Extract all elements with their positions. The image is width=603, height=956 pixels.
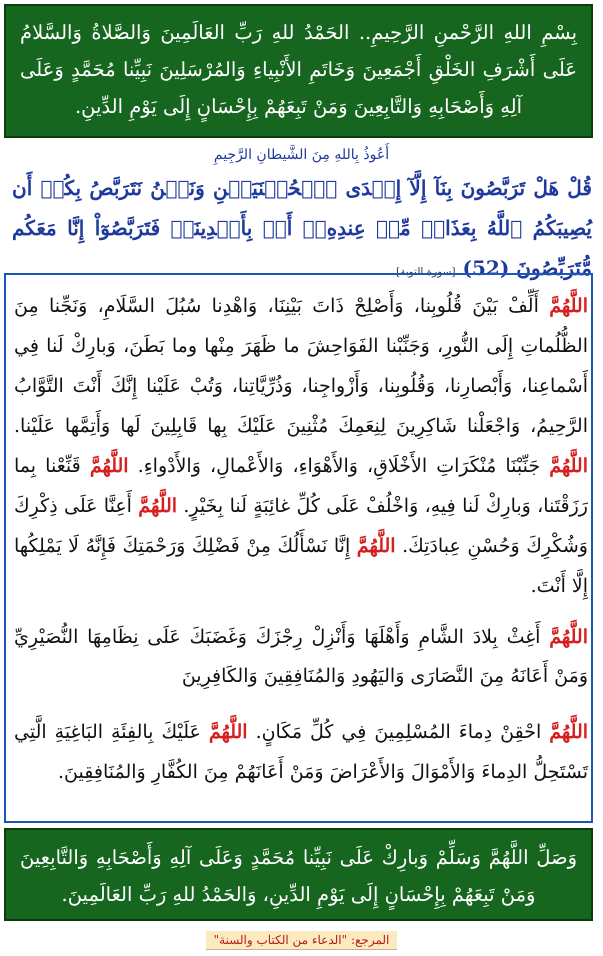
allahumma-word: اللَّهُمَّ — [208, 721, 248, 743]
closing-banner — [4, 828, 593, 921]
dua-text: أَلِّفْ بَيْنَ قُلُوبِنا، وَأَصْلِحْ ذَاتَ بَيْنِنَا، وَاهْدِنا سُبُلَ السَّلَامِ، وَنَجِّنا مِنَ الظُّلُماتِ إِلَى النُّورِ، وَجَنِّبْنا الفَوَاحِشَ ما ظَهَرَ مِنْها وما بَطَنَ، وَبارِكْ لَنا فِي أَسْماعِنا، وَأَبْصارِنا، وَقُلُوبِنا، وَأَزْواجِنا، وَذُرِّيَّاتِنا، وَتُبْ عَلَيْنا إِنَّكَ أَنْتَ التَّوَّابُ الرَّحِيمُ، وَاجْعَلْنا شَاكِرِينَ لِنِعَمِكَ مُثْنِينَ عَلَيْكَ بِها قَابِلِينَ لَها وَأَتِمَّها عَلَيْنا. — [14, 295, 588, 437]
dua-text: احْقِنْ دِماءَ المُسْلِمِينَ فِي كُلِّ مَكَانٍ. — [247, 721, 550, 743]
dua-text: قَنِّعْنا بِما رَزَقْتَنا، وَبارِكْ لَنا فِيهِ، وَاخْلُفْ عَلَى كُلِّ غائِبَةٍ لَنا بِخَيْرٍ. — [14, 455, 588, 517]
reference-footer — [0, 929, 603, 950]
closing-text: وَصَلِّ اللَّهُمَّ وَسَلِّمْ وَبارِكْ عَلَى نَبِيِّنا مُحَمَّدٍ وَعَلَى آلِهِ وَأَصْحَابِهِ وَالتَّابِعِينَ وَمَنْ تَبِعَهُمْ بِإِحْسَانٍ إِلَى يَوْمِ الدِّينِ، وَالحَمْدُ للهِ رَبِّ العَالَمِينَ. — [20, 846, 577, 906]
reference-label: المرجع: "الدعاء من الكتاب والسنة" — [206, 931, 398, 950]
allahumma-word: اللَّهُمَّ — [549, 295, 588, 317]
allahumma-word: اللَّهُمَّ — [549, 626, 588, 648]
dua-text: أَعِنَّا عَلَى ذِكْرِكَ وَشُكْرِكَ وَحُسْنِ عِبادَتِكَ. — [14, 495, 588, 557]
dua-block-1 — [14, 286, 588, 606]
allahumma-word: اللَّهُمَّ — [549, 455, 588, 477]
verse-text: قُلْ هَلْ تَرَبَّصُونَ بِنَآ إِلَّآ إِحۡدَى ٱلۡحُسۡنَيَيۡنِ وَنَحۡنُ نَتَرَبَّصُ بِكُمۡ أَن يُصِيبَكُمُ ٱللَّهُ بِعَذَابٖ مِّنۡ عِندِهِۦٓ أَوۡ بِأَيۡدِينَاۖ فَتَرَبَّصُوٓاْ إِنَّا مَعَكُم مُّتَرَبِّصُونَ (52) — [12, 176, 592, 280]
allahumma-word: اللَّهُمَّ — [356, 535, 396, 557]
dua-block-2 — [14, 618, 588, 696]
taawudh-line: أَعُوذُ بِاللهِ مِنَ الشَّيطانِ الرَّجِيمِ — [213, 147, 390, 163]
dua-text: إِنَّا نَسْأَلُكَ مِنْ فَضْلِكَ وَرَحْمَتِكَ فَإِنَّهُ لَا يَمْلِكُها إِلَّا أَنْتَ. — [14, 535, 588, 597]
allahumma-word: اللَّهُمَّ — [138, 495, 178, 517]
allahumma-word: اللَّهُمَّ — [89, 455, 129, 477]
dua-text: أَغِثْ بِلادَ الشَّامِ وَأَهْلَهَا وَأَنْزِلْ رِجْزَكَ وَغَضَبَكَ عَلَى نِظَامِهَا النُّصَيْرِيِّ وَمَنْ أَعَانَهُ مِنَ النَّصَارَى وَاليَهُودِ وَالمُنَافِقِينَ وَالكَافِرِينَ — [14, 626, 588, 687]
dua-text: جَنِّبْنَا مُنْكَرَاتِ الأَخْلَاقِ، وَالأَهْوَاءِ، وَالأَعْمالِ، وَالأَدْواءِ. — [128, 455, 550, 477]
dua-block-3 — [14, 712, 588, 792]
intro-banner — [4, 4, 593, 138]
allahumma-word: اللَّهُمَّ — [549, 721, 589, 743]
surah-reference: [سورة التوبة] — [395, 266, 456, 278]
dua-text: عَلَيْكَ بِالفِئَةِ البَاغِيَةِ الَّتِي تَسْتَحِلُّ الدِماءَ وَالأَمْوَالَ وَالأَعْرَاضَ وَمَنْ أَعَانَهُمْ مِنَ الكُفَّارِ وَالمُنَافِقِينَ. — [14, 721, 588, 783]
intro-text: بِسْمِ اللهِ الرَّحْمنِ الرَّحِيمِ.. الحَمْدُ للهِ رَبِّ العَالَمِينَ وَالصَّلاةُ وَالسَّلامُ عَلَى أَشْرَفِ الخَلْقِ أَجْمَعِينَ وَخَاتَمِ الأَنْبِياءِ وَالمُرْسَلِينَ نَبِيِّنا مُحَمَّدٍ وَعَلَى آلِهِ وَأَصْحَابِهِ وَالتَّابِعِينَ وَمَنْ تَبِعَهُمْ بِإِحْسَانٍ إِلَى يَوْمِ الدِّينِ. — [20, 21, 577, 118]
